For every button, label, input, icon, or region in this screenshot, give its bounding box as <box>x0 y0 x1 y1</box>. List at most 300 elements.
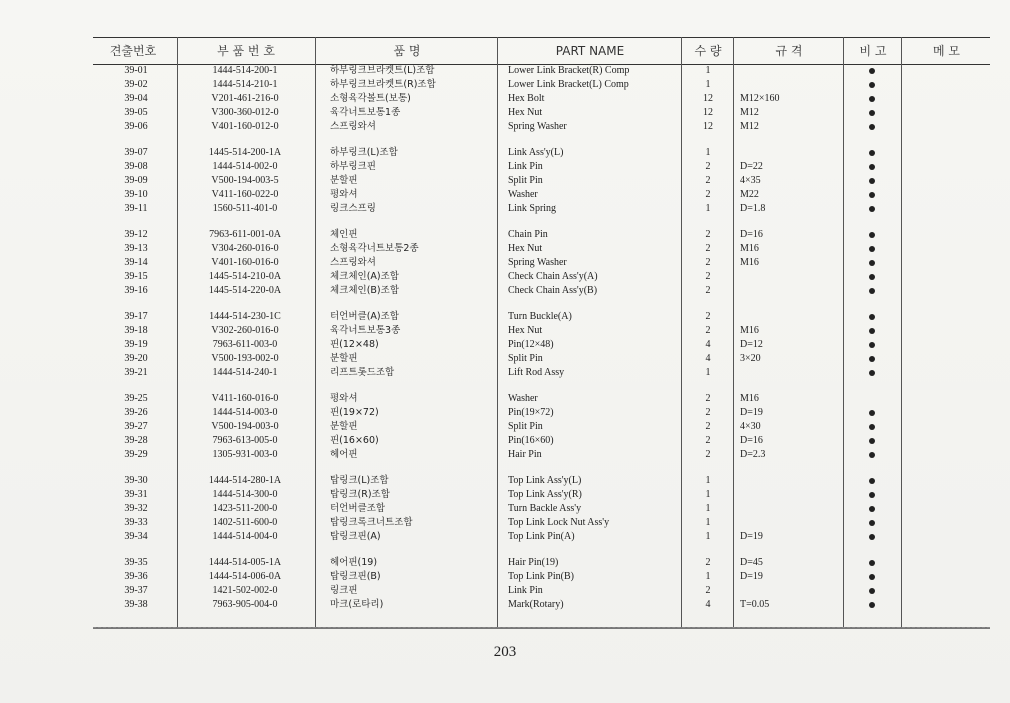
cell-part-name: Spring Washer <box>508 121 567 132</box>
note-mark <box>866 242 878 256</box>
note-mark <box>866 92 878 106</box>
cell-qty: 1 <box>705 475 711 486</box>
cell-qty: 2 <box>705 229 711 240</box>
cell-ref-no: 39-28 <box>124 435 148 446</box>
header-no: 견출번호 <box>109 44 157 58</box>
cell-part-name: Link Ass'y(L) <box>508 147 564 158</box>
note-mark <box>866 352 878 366</box>
cell-ref-no: 39-15 <box>124 271 148 282</box>
note-mark <box>866 64 878 78</box>
cell-name-kr: 탑링크(L)조합 <box>330 475 389 486</box>
bullet-dot-icon <box>869 424 875 430</box>
cell-ref-no: 39-33 <box>124 517 148 528</box>
bullet-dot-icon <box>869 328 875 334</box>
cell-name-kr: 분할핀 <box>330 421 358 432</box>
cell-name-kr: 육각너트보통1종 <box>330 107 401 118</box>
table-row <box>0 228 1010 242</box>
bullet-dot-icon <box>869 246 875 252</box>
table-row <box>0 516 1010 530</box>
cell-qty: 1 <box>705 531 711 542</box>
cell-ref-no: 39-11 <box>124 203 148 214</box>
header-spec: 규 격 <box>775 44 803 58</box>
cell-name-kr: 헤어핀 <box>330 449 358 460</box>
bullet-dot-icon <box>869 164 875 170</box>
cell-qty: 2 <box>705 407 711 418</box>
note-mark <box>866 488 878 502</box>
cell-qty: 12 <box>703 121 713 132</box>
row-group <box>0 392 1010 462</box>
cell-spec: M12×160 <box>740 93 780 104</box>
cell-ref-no: 39-14 <box>124 257 148 268</box>
cell-qty: 1 <box>705 203 711 214</box>
note-mark <box>866 570 878 584</box>
cell-part-name: Spring Washer <box>508 257 567 268</box>
cell-name-kr: 터언버클조합 <box>330 503 386 514</box>
cell-qty: 2 <box>705 449 711 460</box>
bullet-dot-icon <box>869 492 875 498</box>
cell-part-name: Mark(Rotary) <box>508 599 564 610</box>
cell-part-name: Pin(12×48) <box>508 339 554 350</box>
table-row <box>0 434 1010 448</box>
note-mark <box>866 188 878 202</box>
row-group <box>0 146 1010 216</box>
table-header <box>93 37 990 65</box>
cell-name-kr: 터언버클(A)조합 <box>330 311 399 322</box>
cell-part-name: Chain Pin <box>508 229 548 240</box>
cell-name-kr: 소형육각볼트(보통) <box>330 93 411 104</box>
table-row <box>0 256 1010 270</box>
cell-ref-no: 39-19 <box>124 339 148 350</box>
cell-part-no: 1444-514-005-1A <box>208 557 282 568</box>
cell-qty: 12 <box>703 107 713 118</box>
cell-part-no: 1444-514-230-1C <box>209 311 281 322</box>
bullet-dot-icon <box>869 192 875 198</box>
table-row <box>0 310 1010 324</box>
cell-part-no: 7963-613-005-0 <box>212 435 278 446</box>
cell-part-name: Top Link Ass'y(L) <box>508 475 582 486</box>
table-row <box>0 284 1010 298</box>
cell-part-no: 1402-511-600-0 <box>212 517 278 528</box>
cell-part-no: V304-260-016-0 <box>211 243 279 254</box>
note-mark <box>866 270 878 284</box>
row-group <box>0 474 1010 544</box>
cell-ref-no: 39-17 <box>124 311 148 322</box>
note-mark <box>866 584 878 598</box>
table-row <box>0 242 1010 256</box>
cell-part-name: Link Pin <box>508 161 543 172</box>
note-mark <box>866 516 878 530</box>
parts-table-body <box>0 64 1010 612</box>
cell-spec: D=19 <box>740 407 763 418</box>
cell-name-kr: 육각너트보통3종 <box>330 325 401 336</box>
cell-ref-no: 39-26 <box>124 407 148 418</box>
cell-qty: 2 <box>705 421 711 432</box>
cell-qty: 2 <box>705 189 711 200</box>
cell-part-name: Check Chain Ass'y(B) <box>508 285 598 296</box>
header-part-no: 부 품 번 호 <box>217 44 275 58</box>
cell-name-kr: 하부링크(L)조합 <box>330 147 398 158</box>
cell-part-name: Hex Nut <box>508 243 543 254</box>
cell-name-kr: 핀(16×60) <box>330 435 379 446</box>
bullet-dot-icon <box>869 534 875 540</box>
cell-part-name: Lift Rod Assy <box>508 367 565 378</box>
cell-part-no: V302-260-016-0 <box>211 325 279 336</box>
note-mark <box>866 256 878 270</box>
row-group <box>0 64 1010 134</box>
note-mark <box>866 448 878 462</box>
table-row <box>0 530 1010 544</box>
table-row <box>0 474 1010 488</box>
table-row <box>0 78 1010 92</box>
cell-qty: 2 <box>705 257 711 268</box>
table-row <box>0 174 1010 188</box>
header-qty: 수 량 <box>694 44 722 58</box>
cell-part-name: Hair Pin(19) <box>508 557 559 568</box>
cell-part-no: 7963-611-001-0A <box>209 229 281 240</box>
cell-part-name: Top Link Pin(A) <box>508 531 575 542</box>
bottom-rule <box>93 627 990 629</box>
table-row <box>0 406 1010 420</box>
cell-spec: M12 <box>740 107 759 118</box>
cell-name-kr: 하부링크핀 <box>330 161 376 172</box>
cell-part-no: 1305-931-003-0 <box>212 449 278 460</box>
cell-ref-no: 39-06 <box>124 121 148 132</box>
bullet-dot-icon <box>869 288 875 294</box>
cell-spec: M12 <box>740 121 759 132</box>
cell-part-name: Hex Nut <box>508 107 543 118</box>
cell-name-kr: 마크(로타리) <box>330 599 384 610</box>
cell-ref-no: 39-29 <box>124 449 148 460</box>
bullet-dot-icon <box>869 96 875 102</box>
bullet-dot-icon <box>869 314 875 320</box>
cell-ref-no: 39-34 <box>124 531 148 542</box>
table-row <box>0 64 1010 78</box>
note-mark <box>866 474 878 488</box>
cell-name-kr: 체인핀 <box>330 229 358 240</box>
cell-part-name: Lower Link Bracket(L) Comp <box>508 79 629 90</box>
bullet-dot-icon <box>869 124 875 130</box>
cell-part-no: 1444-514-200-1 <box>212 65 278 76</box>
cell-part-name: Top Link Lock Nut Ass'y <box>508 517 610 528</box>
cell-ref-no: 39-07 <box>124 147 148 158</box>
note-mark <box>866 420 878 434</box>
bullet-dot-icon <box>869 110 875 116</box>
cell-spec: D=1.8 <box>740 203 766 214</box>
cell-name-kr: 소형육각너트보통2종 <box>330 243 419 254</box>
cell-spec: D=22 <box>740 161 763 172</box>
note-mark <box>866 502 878 516</box>
cell-ref-no: 39-27 <box>124 421 148 432</box>
cell-spec: 3×20 <box>740 353 761 364</box>
cell-part-no: 1560-511-401-0 <box>212 203 278 214</box>
cell-ref-no: 39-16 <box>124 285 148 296</box>
note-mark <box>866 174 878 188</box>
table-row <box>0 146 1010 160</box>
cell-qty: 2 <box>705 435 711 446</box>
cell-ref-no: 39-13 <box>124 243 148 254</box>
bullet-dot-icon <box>869 438 875 444</box>
cell-qty: 2 <box>705 557 711 568</box>
cell-ref-no: 39-20 <box>124 353 148 364</box>
bullet-dot-icon <box>869 206 875 212</box>
cell-qty: 4 <box>705 339 711 350</box>
cell-part-no: 7963-905-004-0 <box>212 599 278 610</box>
note-mark <box>866 556 878 570</box>
cell-part-name: Check Chain Ass'y(A) <box>508 271 598 282</box>
cell-qty: 2 <box>705 585 711 596</box>
table-row <box>0 488 1010 502</box>
table-row <box>0 324 1010 338</box>
cell-name-kr: 평와셔 <box>330 189 358 200</box>
cell-qty: 1 <box>705 517 711 528</box>
bullet-dot-icon <box>869 274 875 280</box>
cell-part-no: 1445-514-210-0A <box>208 271 282 282</box>
table-row <box>0 392 1010 406</box>
row-group <box>0 556 1010 612</box>
cell-ref-no: 39-35 <box>124 557 148 568</box>
header-name-kr: 품 명 <box>393 44 421 58</box>
cell-name-kr: 분할핀 <box>330 175 358 186</box>
cell-part-name: Link Pin <box>508 585 543 596</box>
cell-qty: 12 <box>703 93 713 104</box>
cell-qty: 2 <box>705 311 711 322</box>
table-row <box>0 92 1010 106</box>
cell-spec: M16 <box>740 243 759 254</box>
cell-spec: D=19 <box>740 571 763 582</box>
bullet-dot-icon <box>869 260 875 266</box>
cell-name-kr: 탑링크록크너트조합 <box>330 517 413 528</box>
cell-part-no: 1445-514-200-1A <box>208 147 282 158</box>
table-row <box>0 584 1010 598</box>
cell-name-kr: 스프링와셔 <box>330 121 376 132</box>
cell-ref-no: 39-21 <box>124 367 148 378</box>
cell-name-kr: 하부링크브라켓트(L)조합 <box>330 65 435 76</box>
cell-ref-no: 39-02 <box>124 79 148 90</box>
header-memo: 메 모 <box>933 44 960 58</box>
cell-name-kr: 핀(12×48) <box>330 339 379 350</box>
cell-part-name: Hex Nut <box>508 325 543 336</box>
cell-part-name: Turn Backle Ass'y <box>508 503 582 514</box>
bullet-dot-icon <box>869 232 875 238</box>
note-mark <box>866 146 878 160</box>
cell-qty: 2 <box>705 161 711 172</box>
note-mark <box>866 284 878 298</box>
bullet-dot-icon <box>869 356 875 362</box>
cell-spec: M22 <box>740 189 759 200</box>
cell-part-name: Lower Link Bracket(R) Comp <box>508 65 630 76</box>
bullet-dot-icon <box>869 602 875 608</box>
cell-spec: D=12 <box>740 339 763 350</box>
cell-ref-no: 39-05 <box>124 107 148 118</box>
table-row <box>0 338 1010 352</box>
cell-qty: 4 <box>705 599 711 610</box>
cell-part-no: V411-160-016-0 <box>211 393 279 404</box>
cell-ref-no: 39-09 <box>124 175 148 186</box>
cell-part-no: 1423-511-200-0 <box>212 503 278 514</box>
cell-spec: D=19 <box>740 531 763 542</box>
bullet-dot-icon <box>869 588 875 594</box>
note-mark <box>866 366 878 380</box>
cell-part-no: 1444-514-280-1A <box>208 475 282 486</box>
cell-spec: D=45 <box>740 557 763 568</box>
cell-part-no: V411-160-022-0 <box>211 189 279 200</box>
table-row <box>0 502 1010 516</box>
cell-name-kr: 탑링크핀(A) <box>330 531 381 542</box>
cell-ref-no: 39-37 <box>124 585 148 596</box>
cell-spec: M16 <box>740 257 759 268</box>
bullet-dot-icon <box>869 410 875 416</box>
cell-ref-no: 39-31 <box>124 489 148 500</box>
cell-part-no: V201-461-216-0 <box>211 93 279 104</box>
cell-part-no: 1444-514-210-1 <box>212 79 278 90</box>
cell-part-name: Pin(19×72) <box>508 407 554 418</box>
table-row <box>0 448 1010 462</box>
table-row <box>0 556 1010 570</box>
note-mark <box>866 406 878 420</box>
cell-part-name: Split Pin <box>508 421 543 432</box>
cell-part-no: V500-194-003-5 <box>211 175 279 186</box>
cell-part-no: V401-160-016-0 <box>211 257 279 268</box>
cell-qty: 2 <box>705 175 711 186</box>
cell-ref-no: 39-10 <box>124 189 148 200</box>
cell-qty: 2 <box>705 393 711 404</box>
bullet-dot-icon <box>869 560 875 566</box>
table-row <box>0 120 1010 134</box>
cell-name-kr: 체크체인(B)조합 <box>330 285 399 296</box>
cell-part-no: V300-360-012-0 <box>211 107 279 118</box>
cell-part-no: 1421-502-002-0 <box>212 585 278 596</box>
cell-ref-no: 39-32 <box>124 503 148 514</box>
header-part-name: PART NAME <box>555 44 625 58</box>
cell-name-kr: 스프링와셔 <box>330 257 376 268</box>
cell-qty: 2 <box>705 325 711 336</box>
cell-name-kr: 하부링크브라켓트(R)조합 <box>330 79 436 90</box>
cell-name-kr: 분할핀 <box>330 353 358 364</box>
cell-part-name: Pin(16×60) <box>508 435 554 446</box>
cell-spec: M16 <box>740 325 759 336</box>
table-row <box>0 106 1010 120</box>
bullet-dot-icon <box>869 520 875 526</box>
cell-ref-no: 39-01 <box>124 65 148 76</box>
table-row <box>0 366 1010 380</box>
header-note: 비 고 <box>859 44 887 58</box>
bullet-dot-icon <box>869 478 875 484</box>
cell-spec: 4×35 <box>740 175 761 186</box>
note-mark <box>866 434 878 448</box>
cell-part-name: Link Spring <box>508 203 557 214</box>
cell-part-name: Top Link Ass'y(R) <box>508 489 582 500</box>
cell-qty: 1 <box>705 571 711 582</box>
note-mark <box>866 598 878 612</box>
cell-part-no: 1444-514-004-0 <box>212 531 278 542</box>
note-mark <box>866 78 878 92</box>
cell-part-no: 7963-611-003-0 <box>212 339 278 350</box>
page-number: 203 <box>493 644 517 660</box>
bullet-dot-icon <box>869 150 875 156</box>
cell-ref-no: 39-04 <box>124 93 148 104</box>
cell-part-name: Split Pin <box>508 353 543 364</box>
cell-part-name: Hex Bolt <box>508 93 545 104</box>
cell-spec: D=2.3 <box>740 449 766 460</box>
cell-qty: 1 <box>705 489 711 500</box>
note-mark <box>866 202 878 216</box>
note-mark <box>866 310 878 324</box>
cell-qty: 1 <box>705 147 711 158</box>
table-row <box>0 270 1010 284</box>
row-group <box>0 228 1010 298</box>
cell-part-no: 1444-514-240-1 <box>212 367 278 378</box>
cell-name-kr: 탑링크(R)조합 <box>330 489 390 500</box>
bullet-dot-icon <box>869 506 875 512</box>
cell-part-name: Hair Pin <box>508 449 542 460</box>
cell-qty: 2 <box>705 285 711 296</box>
cell-part-no: 1444-514-006-0A <box>208 571 282 582</box>
cell-ref-no: 39-12 <box>124 229 148 240</box>
cell-qty: 1 <box>705 79 711 90</box>
bullet-dot-icon <box>869 178 875 184</box>
cell-qty: 1 <box>705 503 711 514</box>
row-group <box>0 310 1010 380</box>
cell-part-name: Washer <box>508 189 538 200</box>
cell-ref-no: 39-38 <box>124 599 148 610</box>
cell-part-name: Top Link Pin(B) <box>508 571 574 582</box>
cell-ref-no: 39-25 <box>124 393 148 404</box>
note-mark <box>866 530 878 544</box>
cell-part-no: V500-193-002-0 <box>211 353 279 364</box>
cell-name-kr: 헤어핀(19) <box>330 557 378 568</box>
cell-ref-no: 39-08 <box>124 161 148 172</box>
cell-part-no: V500-194-003-0 <box>211 421 279 432</box>
note-mark <box>866 106 878 120</box>
bullet-dot-icon <box>869 342 875 348</box>
cell-part-no: 1444-514-003-0 <box>212 407 278 418</box>
cell-ref-no: 39-36 <box>124 571 148 582</box>
cell-name-kr: 링크핀 <box>330 585 358 596</box>
cell-spec: T=0.05 <box>740 599 770 610</box>
note-mark <box>866 160 878 174</box>
cell-name-kr: 핀(19×72) <box>330 407 379 418</box>
cell-part-no: 1445-514-220-0A <box>208 285 282 296</box>
cell-spec: D=16 <box>740 435 763 446</box>
table-row <box>0 570 1010 584</box>
bullet-dot-icon <box>869 370 875 376</box>
cell-name-kr: 탑링크핀(B) <box>330 571 381 582</box>
table-row <box>0 598 1010 612</box>
note-mark <box>866 228 878 242</box>
table-row <box>0 420 1010 434</box>
cell-part-name: Washer <box>508 393 538 404</box>
cell-part-no: 1444-514-002-0 <box>212 161 278 172</box>
table-row <box>0 352 1010 366</box>
cell-qty: 1 <box>705 65 711 76</box>
note-mark <box>866 120 878 134</box>
cell-spec: 4×30 <box>740 421 761 432</box>
cell-name-kr: 평와셔 <box>330 393 358 404</box>
cell-qty: 2 <box>705 271 711 282</box>
table-row <box>0 160 1010 174</box>
note-mark <box>866 324 878 338</box>
cell-part-name: Split Pin <box>508 175 543 186</box>
table-row <box>0 202 1010 216</box>
cell-spec: D=16 <box>740 229 763 240</box>
cell-name-kr: 링크스프링 <box>330 203 376 214</box>
bullet-dot-icon <box>869 82 875 88</box>
cell-part-name: Turn Buckle(A) <box>508 311 572 322</box>
cell-spec: M16 <box>740 393 759 404</box>
cell-part-no: V401-160-012-0 <box>211 121 279 132</box>
bullet-dot-icon <box>869 452 875 458</box>
bullet-dot-icon <box>869 574 875 580</box>
